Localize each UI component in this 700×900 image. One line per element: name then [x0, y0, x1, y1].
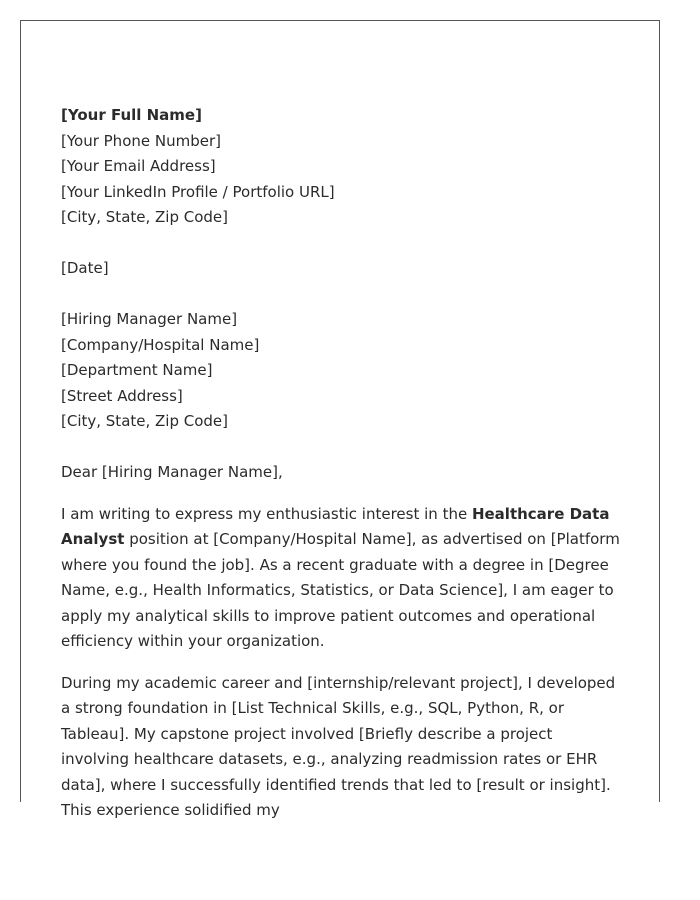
letter-page: [20, 20, 660, 819]
paragraph-intro-rest: position at [Company/Hospital Name], as advertised on [Platform where you found the job]. As a recent graduate with a degree in [Degree Name, e.g., Health Informatics, Statistics, or Data Science], I am eager to apply my analytical skills to improve patient outcomes and operational efficiency within your organization.: [61, 530, 620, 650]
letter-date: [Date]: [61, 259, 109, 277]
sender-name: [Your Full Name]: [61, 106, 202, 124]
recipient-department: [Department Name]: [61, 361, 213, 379]
recipient-block: [61, 307, 621, 435]
spacer: [61, 435, 621, 461]
paragraph-intro: [61, 502, 621, 655]
job-title: Healthcare Data Analyst: [61, 504, 610, 548]
sender-phone: [Your Phone Number]: [61, 131, 221, 150]
recipient-street: [Street Address]: [61, 386, 183, 405]
sender-block: [61, 103, 621, 231]
paragraph-experience: During my academic career and [internship/relevant project], I developed a strong foundation in [List Technical Skills, e.g., SQL, Python, R, or Tableau]. My capstone project involved [Briefly describe a project involving healthcare datasets, e.g., analyzing readmission rates or EHR data], where I successfully identified trends that led to [result or insight]. This experience solidified my: [61, 673, 616, 819]
spacer: [61, 282, 621, 308]
sender-linkedin: [Your LinkedIn Profile / Portfolio URL]: [61, 182, 335, 201]
sender-email: [Your Email Address]: [61, 157, 216, 175]
recipient-company: [Company/Hospital Name]: [61, 335, 260, 354]
sender-city: [City, State, Zip Code]: [61, 208, 229, 226]
spacer: [61, 231, 621, 257]
recipient-name: [Hiring Manager Name]: [61, 310, 238, 328]
paragraph-intro-lead: I am writing to express my enthusiastic interest in the: [61, 504, 472, 523]
recipient-city: [City, State, Zip Code]: [61, 412, 229, 430]
salutation: Dear [Hiring Manager Name],: [61, 463, 283, 481]
letter-content: [61, 103, 621, 824]
